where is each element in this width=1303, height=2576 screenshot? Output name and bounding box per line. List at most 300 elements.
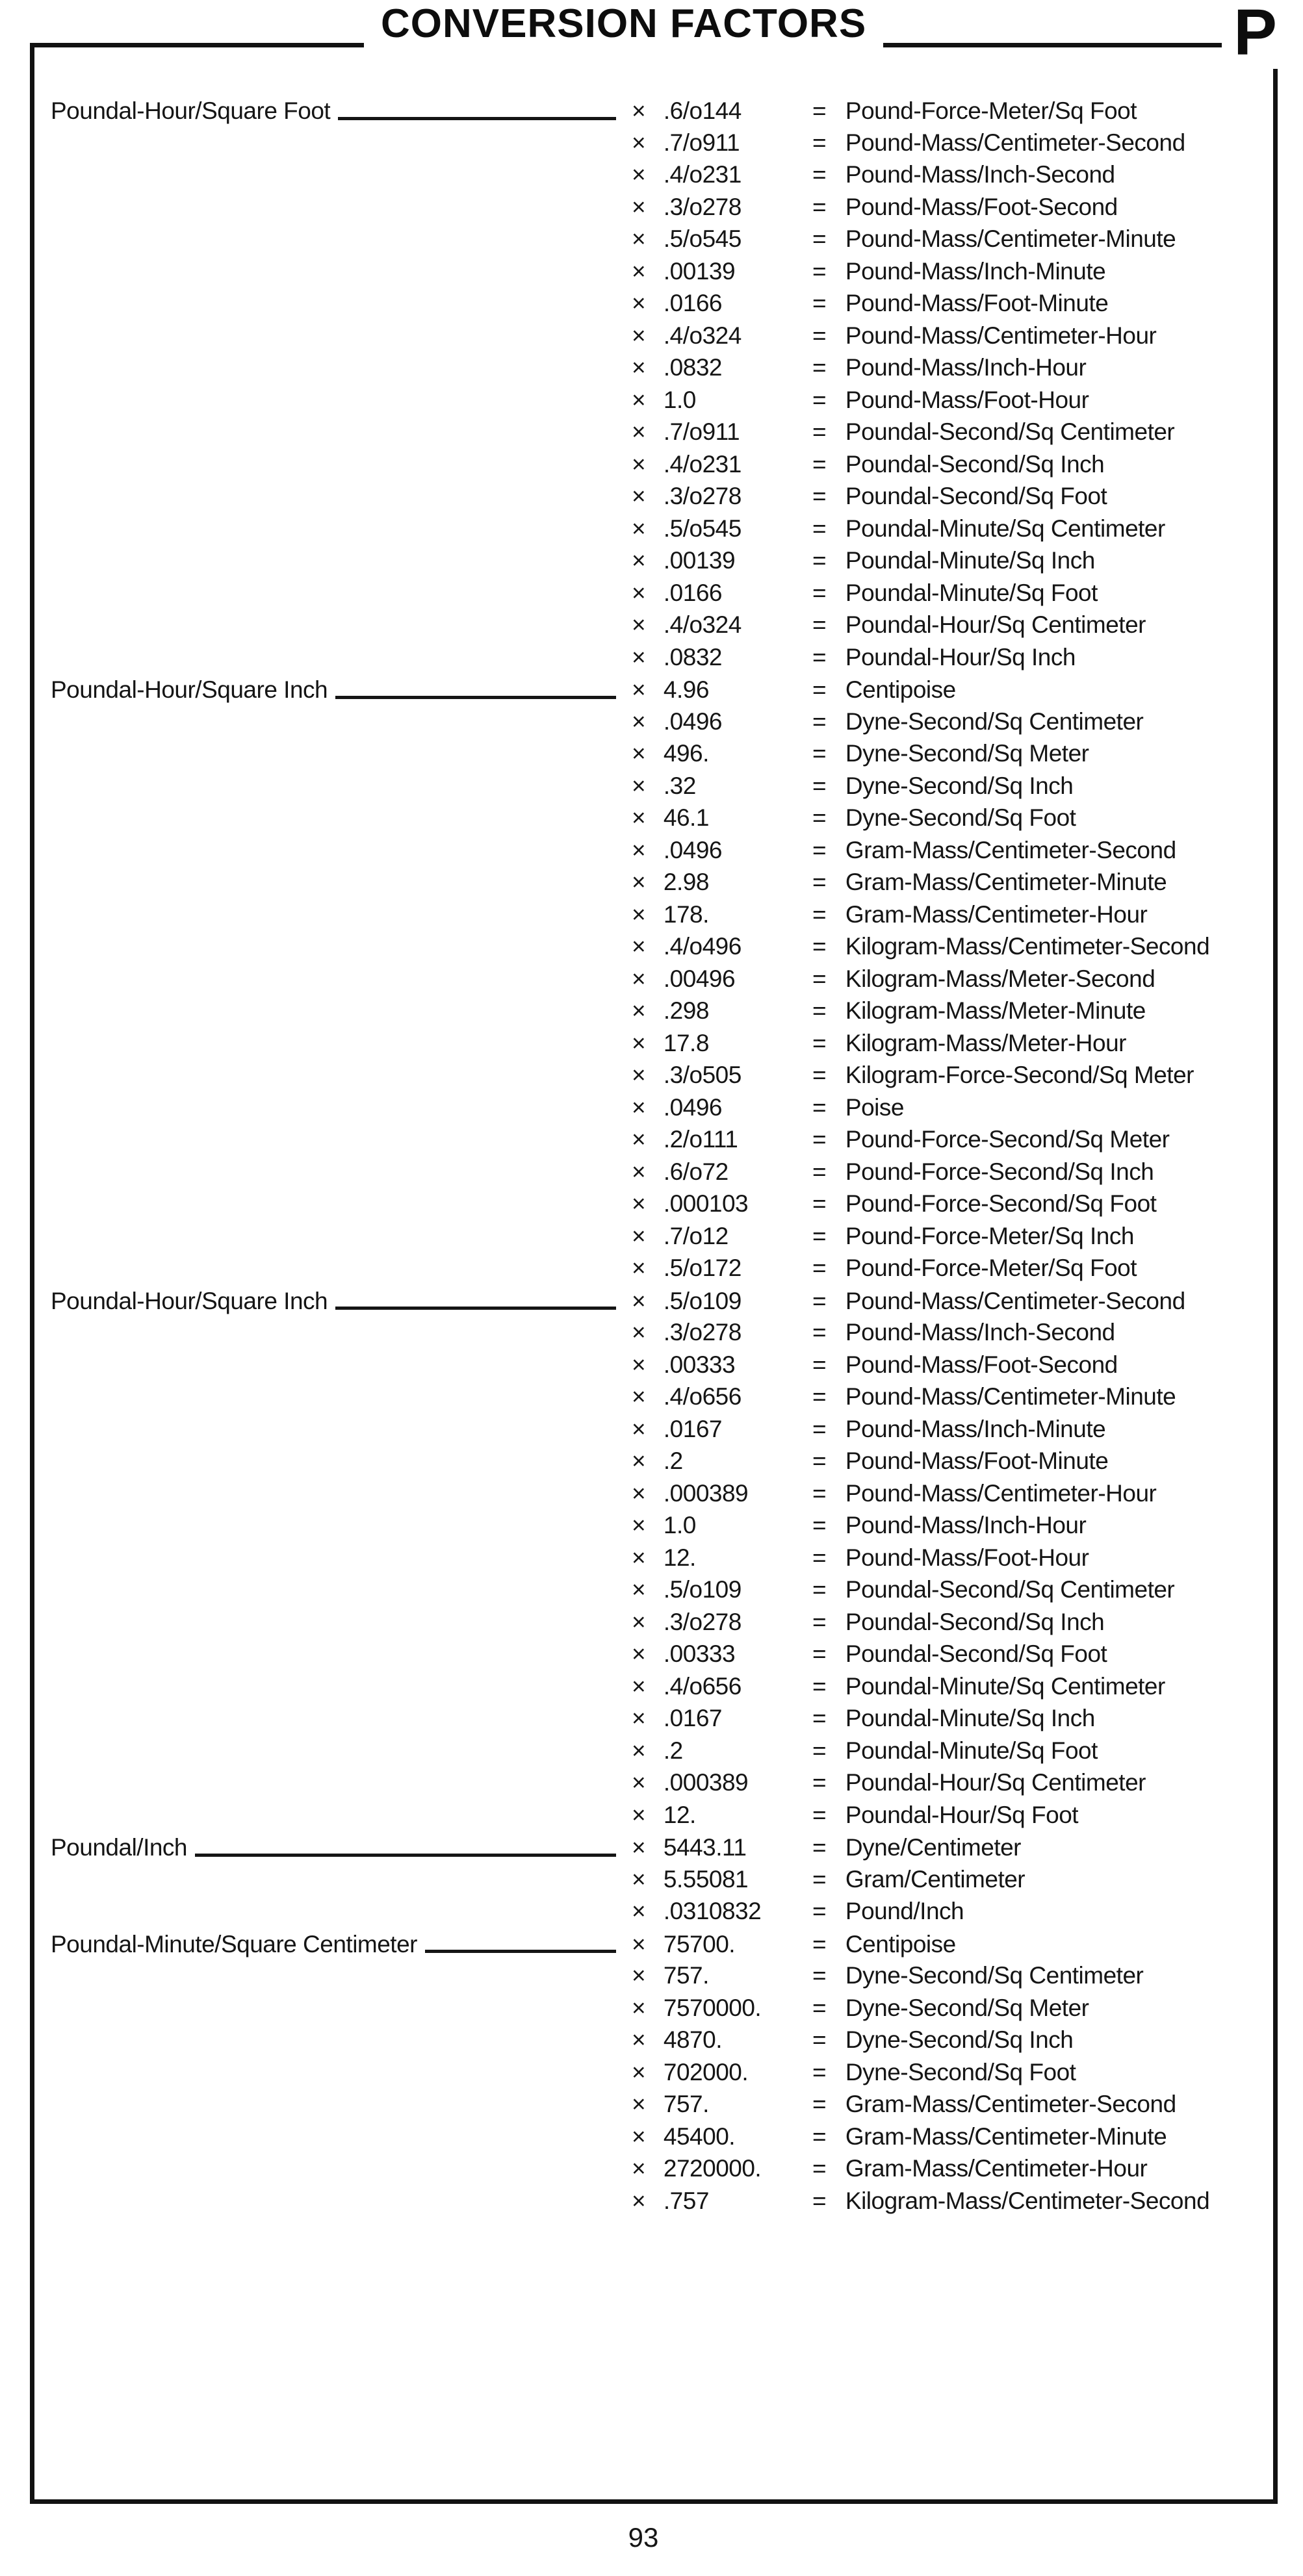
multiply-sign: × [632, 1222, 646, 1249]
equals-sign: = [812, 1447, 827, 1474]
factor-cell [632, 1383, 812, 1410]
result-unit: Dyne-Second/Sq Inch [845, 772, 1074, 799]
factor-value: .4/o324 [663, 322, 742, 349]
equals-sign: = [812, 1994, 827, 2021]
factor-value: .757 [663, 2187, 709, 2214]
multiply-sign: × [632, 1930, 646, 1958]
multiply-sign: × [632, 1190, 646, 1217]
result-unit: Poundal-Minute/Sq Foot [845, 579, 1098, 606]
conversion-row [51, 1544, 1268, 1577]
result-unit: Gram-Mass/Centimeter-Hour [845, 900, 1148, 928]
label-underline [335, 1307, 616, 1310]
conversion-row [51, 1319, 1268, 1351]
multiply-sign: × [632, 97, 646, 124]
factor-value: .0496 [663, 708, 722, 735]
result-unit: Poundal-Second/Sq Inch [845, 450, 1105, 478]
conversion-table-box [30, 43, 1278, 2504]
equals-sign: = [812, 1126, 827, 1153]
result-unit: Pound-Mass/Foot-Hour [845, 386, 1089, 413]
multiply-sign: × [632, 933, 646, 960]
multiply-sign: × [632, 1479, 646, 1507]
factor-value: .6/o144 [663, 97, 742, 124]
multiply-sign: × [632, 1898, 646, 1924]
conversion-row [51, 1833, 1268, 1866]
equals-sign: = [812, 1544, 827, 1571]
factor-value: .3/o278 [663, 1319, 742, 1345]
conversion-row [51, 1930, 1268, 1963]
result-cell [812, 418, 1268, 446]
result-unit: Poise [845, 1093, 904, 1121]
factor-value: .0496 [663, 836, 722, 863]
result-cell [812, 740, 1268, 767]
equals-sign: = [812, 547, 827, 574]
factor-value: .4/o324 [663, 611, 742, 638]
multiply-sign: × [632, 1672, 646, 1700]
factor-value: .00333 [663, 1351, 736, 1378]
result-cell [812, 194, 1268, 221]
conversion-row [51, 1576, 1268, 1609]
factor-cell [632, 1416, 812, 1443]
factor-value: 2720000. [663, 2155, 762, 2182]
conversion-row [51, 1190, 1268, 1223]
factor-value: 496. [663, 740, 709, 767]
result-cell [812, 997, 1268, 1025]
result-unit: Dyne-Second/Sq Centimeter [845, 1962, 1144, 1989]
conversion-row [51, 129, 1268, 162]
result-cell [812, 2091, 1268, 2118]
result-cell [812, 1544, 1268, 1572]
result-cell [812, 1962, 1268, 1989]
result-cell [812, 2187, 1268, 2215]
result-unit: Pound-Mass/Centimeter-Second [845, 129, 1185, 156]
conversion-row [51, 2187, 1268, 2220]
factor-value: .00496 [663, 965, 736, 992]
quantity-label-cell [51, 1930, 632, 1959]
result-cell [812, 901, 1268, 928]
conversion-row [51, 1802, 1268, 1834]
equals-sign: = [812, 1415, 827, 1442]
result-cell [812, 1126, 1268, 1153]
result-cell [812, 547, 1268, 574]
conversion-row [51, 1351, 1268, 1384]
factor-value: .0167 [663, 1415, 722, 1442]
quantity-label: Poundal-Minute/Square Centimeter [51, 1930, 417, 1958]
equals-sign: = [812, 1705, 827, 1731]
conversion-row [51, 1030, 1268, 1062]
result-unit: Dyne-Second/Sq Foot [845, 804, 1076, 831]
factor-value: .4/o231 [663, 450, 742, 478]
result-unit: Dyne-Second/Sq Inch [845, 2026, 1074, 2053]
conversion-row [51, 194, 1268, 226]
result-cell [812, 483, 1268, 510]
result-cell [812, 1030, 1268, 1057]
factor-value: .000389 [663, 1769, 749, 1796]
factor-cell [632, 1094, 812, 1121]
result-cell [812, 97, 1268, 125]
factor-value: .32 [663, 772, 696, 799]
conversion-row [51, 901, 1268, 934]
conversion-row [51, 1223, 1268, 1255]
result-unit: Pound-Mass/Foot-Second [845, 193, 1118, 220]
equals-sign: = [812, 643, 827, 670]
factor-cell [632, 1962, 812, 1989]
equals-sign: = [812, 1640, 827, 1667]
multiply-sign: × [632, 1062, 646, 1088]
result-cell [812, 1705, 1268, 1732]
factor-value: .5/o109 [663, 1287, 742, 1314]
equals-sign: = [812, 1930, 827, 1958]
multiply-sign: × [632, 1576, 646, 1603]
multiply-sign: × [632, 161, 646, 188]
result-unit: Pound-Mass/Foot-Minute [845, 1447, 1109, 1474]
equals-sign: = [812, 354, 827, 381]
equals-sign: = [812, 450, 827, 478]
conversion-row [51, 933, 1268, 965]
result-unit: Poundal-Hour/Sq Centimeter [845, 611, 1146, 638]
factor-value: 75700. [663, 1930, 736, 1958]
multiply-sign: × [632, 450, 646, 478]
factor-cell [632, 740, 812, 767]
multiply-sign: × [632, 804, 646, 831]
multiply-sign: × [632, 1447, 646, 1474]
factor-value: 2.98 [663, 869, 709, 895]
factor-cell [632, 2155, 812, 2182]
factor-cell [632, 161, 812, 188]
equals-sign: = [812, 1512, 827, 1538]
result-cell [812, 1640, 1268, 1668]
factor-value: .7/o12 [663, 1222, 729, 1249]
result-unit: Gram-Mass/Centimeter-Minute [845, 2123, 1167, 2150]
conversion-row [51, 354, 1268, 387]
page-number: 93 [628, 2522, 659, 2553]
equals-sign: = [812, 129, 827, 156]
conversion-row [51, 1640, 1268, 1673]
quantity-label-cell [51, 97, 632, 125]
result-unit: Pound-Mass/Foot-Second [845, 1351, 1118, 1378]
conversion-row [51, 837, 1268, 869]
result-cell [812, 708, 1268, 735]
multiply-sign: × [632, 965, 646, 992]
factor-value: .4/o496 [663, 933, 742, 960]
equals-sign: = [812, 1319, 827, 1345]
result-cell [812, 354, 1268, 381]
result-cell [812, 2059, 1268, 2086]
result-cell [812, 1351, 1268, 1379]
result-unit: Pound-Mass/Foot-Minute [845, 290, 1109, 316]
label-underline [195, 1854, 616, 1857]
factor-cell [632, 1640, 812, 1668]
label-underline [338, 117, 616, 120]
multiply-sign: × [632, 2091, 646, 2117]
factor-cell [632, 1931, 812, 1958]
quantity-label: Poundal/Inch [51, 1834, 188, 1861]
factor-cell [632, 1834, 812, 1861]
result-cell [812, 869, 1268, 896]
factor-value: .0166 [663, 579, 722, 606]
multiply-sign: × [632, 579, 646, 606]
factor-cell [632, 772, 812, 800]
conversion-row [51, 1962, 1268, 1995]
multiply-sign: × [632, 515, 646, 542]
multiply-sign: × [632, 225, 646, 252]
conversion-row [51, 1094, 1268, 1127]
equals-sign: = [812, 257, 827, 285]
factor-value: 178. [663, 900, 709, 928]
multiply-sign: × [632, 418, 646, 445]
conversion-row [51, 515, 1268, 548]
result-cell [812, 1834, 1268, 1861]
factor-value: 4.96 [663, 676, 709, 703]
result-cell [812, 1673, 1268, 1700]
factor-cell [632, 1480, 812, 1507]
equals-sign: = [812, 1834, 827, 1861]
quantity-label: Poundal-Hour/Square Foot [51, 97, 331, 124]
result-unit: Pound-Mass/Centimeter-Minute [845, 225, 1176, 252]
result-unit: Pound-Mass/Centimeter-Minute [845, 1383, 1176, 1410]
factor-cell [632, 1319, 812, 1346]
factor-value: .2/o111 [663, 1126, 738, 1153]
conversion-row [51, 2155, 1268, 2187]
multiply-sign: × [632, 1415, 646, 1442]
result-unit: Poundal-Minute/Sq Inch [845, 547, 1095, 574]
equals-sign: = [812, 676, 827, 703]
result-unit: Poundal-Minute/Sq Centimeter [845, 1672, 1165, 1700]
multiply-sign: × [632, 1994, 646, 2021]
equals-sign: = [812, 708, 827, 735]
multiply-sign: × [632, 547, 646, 574]
multiply-sign: × [632, 290, 646, 316]
conversion-rows [51, 97, 1268, 2219]
factor-cell [632, 1802, 812, 1829]
result-unit: Kilogram-Force-Second/Sq Meter [845, 1062, 1194, 1088]
conversion-row [51, 1158, 1268, 1191]
multiply-sign: × [632, 836, 646, 863]
equals-sign: = [812, 97, 827, 124]
factor-value: .0832 [663, 354, 722, 381]
multiply-sign: × [632, 1029, 646, 1056]
equals-sign: = [812, 804, 827, 831]
equals-sign: = [812, 1865, 827, 1893]
multiply-sign: × [632, 1512, 646, 1538]
result-cell [812, 1480, 1268, 1507]
factor-value: 702000. [663, 2058, 749, 2085]
result-cell [812, 515, 1268, 542]
factor-cell [632, 1223, 812, 1250]
conversion-row [51, 1673, 1268, 1705]
multiply-sign: × [632, 869, 646, 895]
equals-sign: = [812, 900, 827, 928]
conversion-row [51, 740, 1268, 772]
conversion-row [51, 1866, 1268, 1898]
equals-sign: = [812, 1608, 827, 1635]
result-cell [812, 258, 1268, 285]
result-cell [812, 1512, 1268, 1539]
result-cell [812, 1609, 1268, 1636]
result-unit: Poundal-Second/Sq Inch [845, 1608, 1105, 1635]
result-unit: Poundal-Minute/Sq Inch [845, 1705, 1095, 1731]
result-unit: Pound-Force-Meter/Sq Inch [845, 1222, 1134, 1249]
factor-cell [632, 1609, 812, 1636]
multiply-sign: × [632, 2058, 646, 2085]
equals-sign: = [812, 1737, 827, 1764]
label-underline [425, 1950, 616, 1953]
factor-cell [632, 1769, 812, 1796]
factor-cell [632, 1255, 812, 1282]
conversion-row [51, 547, 1268, 580]
factor-cell [632, 1512, 812, 1539]
multiply-sign: × [632, 1319, 646, 1345]
result-unit: Centipoise [845, 1930, 956, 1958]
conversion-row [51, 2026, 1268, 2059]
factor-value: 5.55081 [663, 1865, 749, 1893]
conversion-row [51, 772, 1268, 805]
factor-cell [632, 1995, 812, 2022]
conversion-row [51, 1480, 1268, 1512]
factor-value: 7570000. [663, 1994, 762, 2021]
result-unit: Pound-Mass/Inch-Minute [845, 257, 1106, 285]
factor-cell [632, 2059, 812, 2086]
equals-sign: = [812, 836, 827, 863]
result-unit: Pound-Force-Second/Sq Foot [845, 1190, 1157, 1217]
equals-sign: = [812, 2187, 827, 2214]
result-unit: Gram-Mass/Centimeter-Hour [845, 2155, 1148, 2182]
equals-sign: = [812, 1287, 827, 1314]
multiply-sign: × [632, 483, 646, 509]
quantity-label-cell [51, 1833, 632, 1862]
multiply-sign: × [632, 386, 646, 413]
equals-sign: = [812, 1255, 827, 1281]
conversion-row [51, 2091, 1268, 2123]
result-unit: Pound-Mass/Inch-Hour [845, 1512, 1087, 1538]
multiply-sign: × [632, 1962, 646, 1989]
factor-value: .000103 [663, 1190, 749, 1217]
result-unit: Poundal-Minute/Sq Centimeter [845, 515, 1165, 542]
equals-sign: = [812, 1062, 827, 1088]
result-unit: Pound-Mass/Centimeter-Hour [845, 1479, 1157, 1507]
result-cell [812, 1898, 1268, 1925]
result-unit: Pound-Mass/Foot-Hour [845, 1544, 1089, 1571]
result-unit: Pound-Mass/Centimeter-Second [845, 1287, 1185, 1314]
equals-sign: = [812, 322, 827, 349]
conversion-row [51, 1898, 1268, 1930]
result-cell [812, 1737, 1268, 1765]
factor-cell [632, 129, 812, 157]
page-header [364, 1, 883, 48]
result-unit: Pound-Mass/Inch-Second [845, 1319, 1115, 1345]
result-cell [812, 1288, 1268, 1315]
result-unit: Poundal-Hour/Sq Centimeter [845, 1769, 1146, 1796]
factor-cell [632, 515, 812, 542]
factor-cell [632, 676, 812, 704]
multiply-sign: × [632, 2187, 646, 2214]
factor-value: .0496 [663, 1093, 722, 1121]
result-unit: Kilogram-Mass/Centimeter-Second [845, 2187, 1210, 2214]
conversion-row [51, 1737, 1268, 1770]
conversion-row [51, 580, 1268, 612]
factor-value: .2 [663, 1737, 683, 1764]
multiply-sign: × [632, 772, 646, 799]
result-cell [812, 1447, 1268, 1475]
conversion-row [51, 869, 1268, 901]
factor-cell [632, 1288, 812, 1315]
factor-value: .0832 [663, 643, 722, 670]
factor-cell [632, 1866, 812, 1893]
factor-cell [632, 1737, 812, 1765]
result-cell [812, 1319, 1268, 1346]
result-unit: Pound-Force-Meter/Sq Foot [845, 1255, 1137, 1281]
equals-sign: = [812, 1158, 827, 1185]
result-unit: Poundal-Second/Sq Centimeter [845, 1576, 1175, 1603]
result-unit: Centipoise [845, 676, 956, 703]
multiply-sign: × [632, 2155, 646, 2182]
equals-sign: = [812, 2026, 827, 2053]
multiply-sign: × [632, 322, 646, 349]
multiply-sign: × [632, 1705, 646, 1731]
multiply-sign: × [632, 1544, 646, 1571]
result-cell [812, 322, 1268, 350]
equals-sign: = [812, 483, 827, 509]
multiply-sign: × [632, 676, 646, 703]
result-cell [812, 965, 1268, 993]
conversion-row [51, 1062, 1268, 1094]
result-cell [812, 1094, 1268, 1121]
equals-sign: = [812, 611, 827, 638]
factor-cell [632, 1126, 812, 1153]
factor-value: .0310832 [663, 1898, 762, 1924]
factor-cell [632, 322, 812, 350]
quantity-label-cell [51, 676, 632, 704]
result-unit: Poundal-Minute/Sq Foot [845, 1737, 1098, 1764]
factor-cell [632, 1898, 812, 1925]
multiply-sign: × [632, 1834, 646, 1861]
result-unit: Dyne-Second/Sq Meter [845, 740, 1089, 767]
equals-sign: = [812, 2058, 827, 2085]
factor-value: .000389 [663, 1479, 749, 1507]
result-cell [812, 129, 1268, 157]
equals-sign: = [812, 965, 827, 992]
factor-value: 12. [663, 1801, 696, 1828]
conversion-row [51, 1995, 1268, 2027]
quantity-label: Poundal-Hour/Square Inch [51, 676, 328, 703]
result-cell [812, 1995, 1268, 2022]
result-cell [812, 1931, 1268, 1958]
result-cell [812, 1416, 1268, 1443]
equals-sign: = [812, 579, 827, 606]
factor-cell [632, 901, 812, 928]
conversion-row [51, 97, 1268, 129]
factor-cell [632, 804, 812, 832]
factor-value: .2 [663, 1447, 683, 1474]
factor-value: 1.0 [663, 1512, 696, 1538]
conversion-row [51, 611, 1268, 644]
equals-sign: = [812, 1190, 827, 1217]
factor-value: 12. [663, 1544, 696, 1571]
equals-sign: = [812, 193, 827, 220]
multiply-sign: × [632, 1608, 646, 1635]
conversion-row [51, 708, 1268, 741]
result-unit: Gram-Mass/Centimeter-Second [845, 2091, 1176, 2117]
equals-sign: = [812, 161, 827, 188]
conversion-row [51, 2123, 1268, 2156]
result-cell [812, 451, 1268, 478]
equals-sign: = [812, 1351, 827, 1378]
factor-cell [632, 580, 812, 607]
result-cell [812, 611, 1268, 639]
factor-cell [632, 869, 812, 896]
factor-cell [632, 2091, 812, 2118]
equals-sign: = [812, 515, 827, 542]
result-cell [812, 1866, 1268, 1893]
